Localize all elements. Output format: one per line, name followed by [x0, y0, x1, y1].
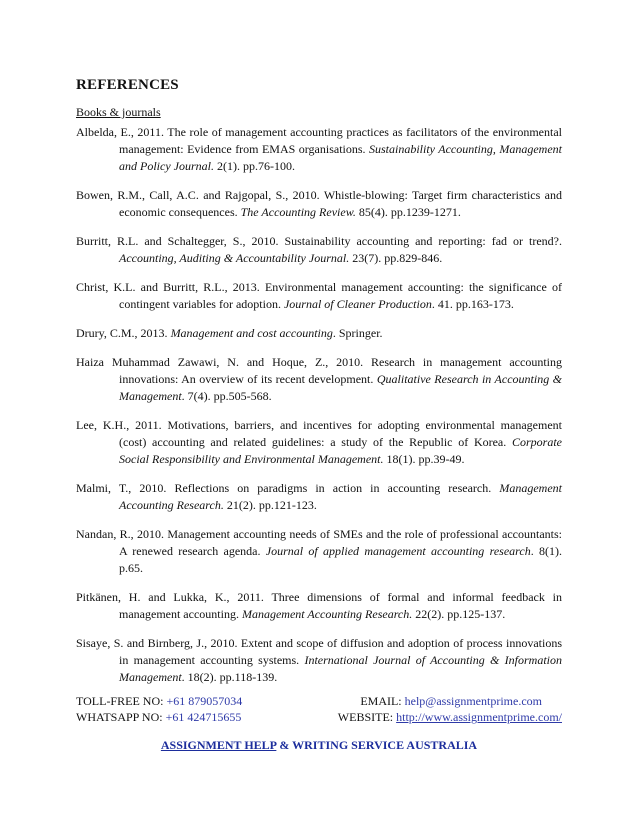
reference-details: . Springer. [332, 326, 383, 340]
reference-entry [76, 325, 562, 342]
reference-source: International Journal of Accounting & Information Management [119, 653, 562, 684]
reference-source: Management and cost accounting [170, 326, 333, 340]
reference-details: 85(4). pp.1239-1271. [355, 205, 461, 219]
reference-authors: Nandan, R., 2010. Management accounting needs of SMEs and the role of professional accountants: A renewed research agenda. [76, 527, 562, 558]
reference-authors: Lee, K.H., 2011. Motivations, barriers, and incentives for adopting environmental management (cost) accounting and related guidelines: a study of the Republic of Korea. [76, 418, 562, 449]
tollfree-label: TOLL-FREE NO: [76, 694, 167, 708]
reference-source: Accounting, Auditing & Accountability Journal. [119, 251, 350, 265]
footer-row-2 [76, 709, 562, 725]
reference-source: Journal of applied management accounting research [265, 544, 531, 558]
reference-source: Journal of Cleaner Production [283, 297, 432, 311]
whatsapp-block [76, 709, 241, 725]
email-label: EMAIL: [360, 694, 405, 708]
reference-entry [76, 417, 562, 468]
email-block [360, 693, 542, 709]
reference-source: Management Accounting Research. [119, 481, 562, 512]
footer-row-1 [76, 693, 562, 709]
reference-entry [76, 354, 562, 405]
reference-details: . 41. pp.163-173. [431, 297, 514, 311]
reference-authors: Christ, K.L. and Burritt, R.L., 2013. Environmental management accounting: the significance of contingent variables for adoption. [76, 280, 562, 311]
website-block [338, 709, 562, 725]
reference-authors: Malmi, T., 2010. Reflections on paradigms in action in accounting research. [76, 481, 500, 495]
reference-entry [76, 589, 562, 623]
reference-source: Sustainability Accounting, Management and Policy Journal. [119, 142, 562, 173]
website-link[interactable]: http://www.assignmentprime.com/ [396, 710, 562, 724]
reference-details: 2(1). pp.76-100. [213, 159, 295, 173]
reference-entry [76, 635, 562, 686]
reference-authors: Bowen, R.M., Call, A.C. and Rajgopal, S., 2010. Whistle-blowing: Target firm characteristics and economic consequences. [76, 188, 562, 219]
reference-source: Qualitative Research in Accounting & Management [119, 372, 563, 403]
reference-source: Management Accounting Research. [241, 607, 413, 621]
tollfree-number[interactable]: +61 879057034 [166, 694, 243, 708]
books-journals-subheading: Books & journals [76, 105, 161, 119]
reference-details: . 18(2). pp.118-139. [181, 670, 278, 684]
website-label: WEBSITE: [337, 710, 397, 724]
references-heading: REFERENCES [76, 77, 179, 93]
reference-details: 21(2). pp.121-123. [223, 498, 317, 512]
contact-footer [76, 693, 562, 725]
banner-link[interactable]: ASSIGNMENT HELP [160, 738, 277, 752]
reference-authors: Pitkänen, H. and Lukka, K., 2011. Three dimensions of formal and informal feedback in management accounting. [76, 590, 562, 621]
reference-entry [76, 187, 562, 221]
email-link[interactable]: help@assignmentprime.com [404, 694, 542, 708]
tollfree-block [76, 693, 242, 709]
reference-entry [76, 124, 562, 175]
reference-details: 23(7). pp.829-846. [349, 251, 443, 265]
whatsapp-number[interactable]: +61 424715655 [165, 710, 242, 724]
reference-details: 18(1). pp.39-49. [383, 452, 465, 466]
reference-entry [76, 279, 562, 313]
reference-details: 22(2). pp.125-137. [412, 607, 506, 621]
reference-details: . 7(4). pp.505-568. [181, 389, 272, 403]
reference-entry [76, 480, 562, 514]
reference-source: The Accounting Review. [240, 205, 356, 219]
reference-list [76, 124, 562, 698]
reference-authors: Burritt, R.L. and Schaltegger, S., 2010. Sustainability accounting and reporting: fad or trend?. [76, 234, 562, 248]
reference-details: . 8(1). p.65. [119, 544, 562, 575]
reference-authors: Sisaye, S. and Birnberg, J., 2010. Extent and scope of diffusion and adoption of process innovations in management accounting systems. [76, 636, 562, 667]
reference-entry [76, 233, 562, 267]
whatsapp-label: WHATSAPP NO: [76, 710, 166, 724]
service-banner [0, 738, 638, 753]
reference-source: Corporate Social Responsibility and Environmental Management. [119, 435, 562, 466]
reference-entry [76, 526, 562, 577]
reference-authors: Drury, C.M., 2013. [76, 326, 171, 340]
banner-tagline: & WRITING SERVICE AUSTRALIA [276, 738, 478, 752]
reference-authors: Albelda, E., 2011. The role of management accounting practices as facilitators of the environmental management: Evidence from EMAS organisations. [76, 125, 562, 156]
reference-authors: Haiza Muhammad Zawawi, N. and Hoque, Z., 2010. Research in management accounting innovations: An overview of its recent development. [76, 355, 562, 386]
